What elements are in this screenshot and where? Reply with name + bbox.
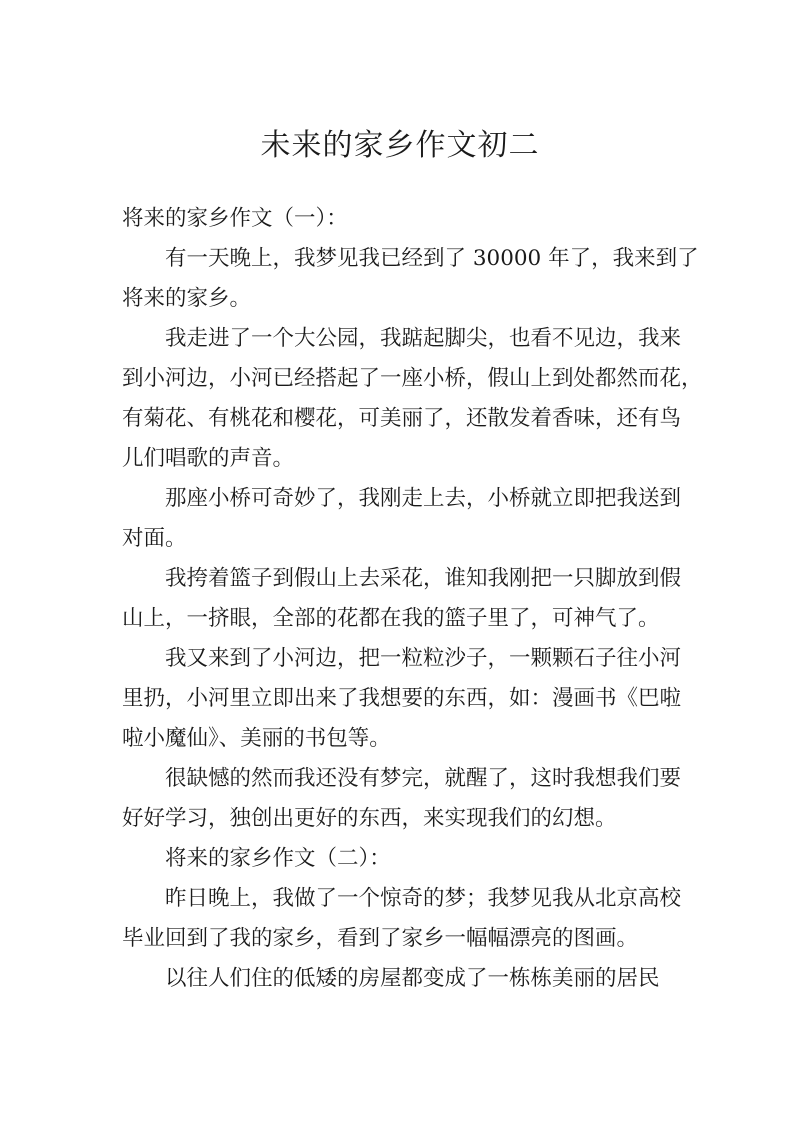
paragraph-line: 很缺憾的然而我还没有梦完，就醒了，这时我想我们要 [165, 766, 682, 791]
paragraph-line: 我走进了一个大公园，我踮起脚尖，也看不见边，我来 [165, 326, 682, 351]
paragraph-line: 以往人们住的低矮的房屋都变成了一栋栋美丽的居民 [165, 966, 660, 991]
paragraph [122, 479, 682, 559]
paragraph-line: 好好学习，独创出更好的东西，来实现我们的幻想。 [122, 806, 617, 831]
paragraph [122, 239, 699, 319]
paragraph [122, 959, 682, 999]
paragraph-line: 我挎着篮子到假山上去采花，谁知我刚把一只脚放到假 [165, 566, 682, 591]
paragraph-line: 有一天晚上，我梦见我已经到了 30000 年了，我来到了 [165, 246, 699, 271]
paragraph-line: 昨日晚上，我做了一个惊奇的梦；我梦见我从北京高校 [165, 886, 682, 911]
paragraph [122, 319, 703, 479]
paragraph [122, 759, 682, 839]
paragraph [122, 199, 682, 239]
paragraph-line: 里扔，小河里立即出来了我想要的东西，如：漫画书《巴啦 [122, 686, 682, 711]
paragraph [122, 639, 682, 759]
paragraph-line: 对面。 [122, 526, 187, 551]
paragraph-line: 山上，一挤眼，全部的花都在我的篮子里了，可神气了。 [122, 606, 660, 631]
document-title: 未来的家乡作文初二 [260, 128, 540, 163]
paragraph-line: 儿们唱歌的声音。 [122, 446, 295, 471]
paragraph-line: 将来的家乡作文（二）： [165, 846, 391, 871]
paragraph-line: 将来的家乡。 [122, 286, 252, 311]
paragraph-line: 毕业回到了我的家乡，看到了家乡一幅幅漂亮的图画。 [122, 926, 639, 951]
paragraph [122, 559, 682, 639]
paragraph-line: 我又来到了小河边，把一粒粒沙子，一颗颗石子往小河 [165, 646, 682, 671]
paragraph [122, 839, 682, 879]
paragraph-line: 有菊花、有桃花和樱花，可美丽了，还散发着香味，还有鸟 [122, 406, 682, 431]
paragraph [122, 879, 682, 959]
paragraph-line: 到小河边，小河已经搭起了一座小桥，假山上到处都然而花， [122, 366, 703, 391]
paragraph-line: 将来的家乡作文（一）： [122, 206, 348, 231]
document-body [122, 199, 703, 999]
paragraph-line: 那座小桥可奇妙了，我刚走上去，小桥就立即把我送到 [165, 486, 682, 511]
paragraph-line: 啦小魔仙》、美丽的书包等。 [122, 726, 391, 751]
